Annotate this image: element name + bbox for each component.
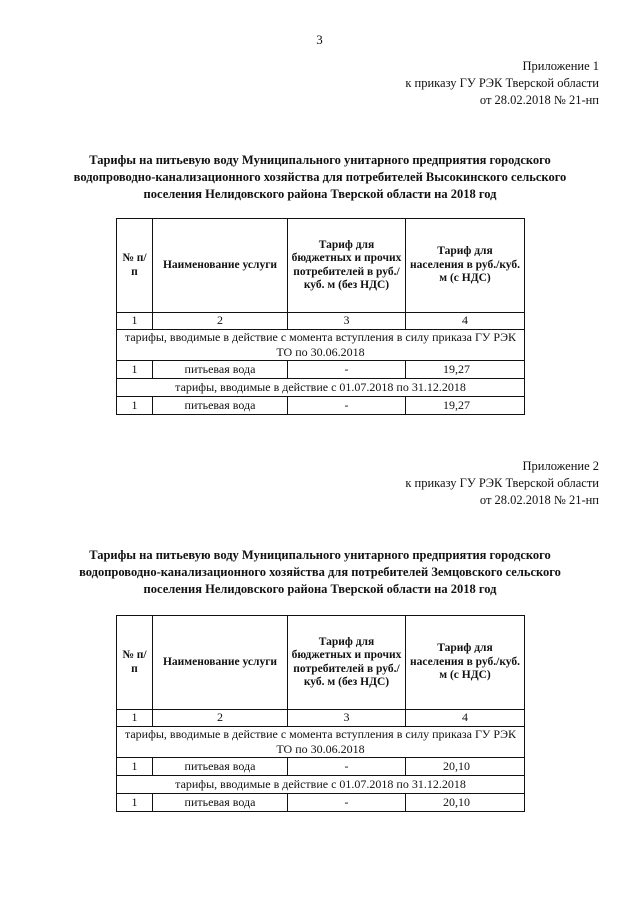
page-number: 3: [316, 32, 323, 47]
tariff-title-2-line-3: поселения Нелидовского района Тверской области на 2018 год: [143, 582, 497, 596]
appendix-2-header: [405, 458, 599, 509]
header-budget-tariff: Тариф для бюджетных и прочих потребителей в руб./куб. м (без НДС): [288, 219, 406, 313]
row-service: питьевая вода: [153, 794, 288, 812]
tariff-title-1: [60, 152, 580, 203]
tariff-title-2-line-2: водопроводно-канализационного хозяйства для потребителей Земцовского сельского: [79, 565, 561, 579]
tariff-table-2: [116, 615, 525, 812]
row-number: 1: [117, 397, 153, 415]
column-number: 1: [117, 313, 153, 330]
period-row: [117, 776, 525, 794]
table-header-row: [117, 616, 525, 710]
header-number: № п/п: [117, 616, 153, 710]
period-row: [117, 379, 525, 397]
row-number: 1: [117, 361, 153, 379]
appendix-1-date: от 28.02.2018 № 21-нп: [479, 93, 599, 107]
column-number: 2: [153, 710, 288, 727]
tariff-table-1: [116, 218, 525, 415]
appendix-1-header: [405, 58, 599, 109]
period-label: тарифы, вводимые в действие с момента вступления в силу приказа ГУ РЭК ТО по 30.06.2018: [117, 330, 525, 361]
period-label: тарифы, вводимые в действие с момента вступления в силу приказа ГУ РЭК ТО по 30.06.2018: [117, 727, 525, 758]
row-population-tariff: 20,10: [406, 794, 525, 812]
header-service: Наименование услуги: [153, 219, 288, 313]
appendix-2-date: от 28.02.2018 № 21-нп: [479, 493, 599, 507]
header-population-tariff: Тариф для населения в руб./куб. м (с НДС): [406, 219, 525, 313]
header-service: Наименование услуги: [153, 616, 288, 710]
tariff-title-2-line-1: Тарифы на питьевую воду Муниципального унитарного предприятия городского: [89, 548, 551, 562]
column-number: 2: [153, 313, 288, 330]
period-row: [117, 330, 525, 361]
tariff-title-1-line-3: поселения Нелидовского района Тверской области на 2018 год: [143, 187, 497, 201]
header-population-tariff: Тариф для населения в руб./куб. м (с НДС): [406, 616, 525, 710]
table-row: [117, 397, 525, 415]
table-row: [117, 794, 525, 812]
tariff-title-2: [60, 547, 580, 598]
appendix-1-order: к приказу ГУ РЭК Тверской области: [405, 76, 599, 90]
column-number: 3: [288, 313, 406, 330]
row-population-tariff: 20,10: [406, 758, 525, 776]
period-label: тарифы, вводимые в действие с 01.07.2018 по 31.12.2018: [117, 379, 525, 397]
period-label: тарифы, вводимые в действие с 01.07.2018 по 31.12.2018: [117, 776, 525, 794]
row-population-tariff: 19,27: [406, 397, 525, 415]
row-budget-tariff: -: [288, 794, 406, 812]
row-number: 1: [117, 794, 153, 812]
row-service: питьевая вода: [153, 361, 288, 379]
table-row: [117, 361, 525, 379]
appendix-1-title: Приложение 1: [522, 59, 599, 73]
table-column-numbers: [117, 710, 525, 727]
row-service: питьевая вода: [153, 397, 288, 415]
row-population-tariff: 19,27: [406, 361, 525, 379]
appendix-2-title: Приложение 2: [522, 459, 599, 473]
table-column-numbers: [117, 313, 525, 330]
table-row: [117, 758, 525, 776]
column-number: 3: [288, 710, 406, 727]
tariff-title-1-line-1: Тарифы на питьевую воду Муниципального унитарного предприятия городского: [89, 153, 551, 167]
row-budget-tariff: -: [288, 758, 406, 776]
table-header-row: [117, 219, 525, 313]
column-number: 4: [406, 710, 525, 727]
header-budget-tariff: Тариф для бюджетных и прочих потребителей в руб./куб. м (без НДС): [288, 616, 406, 710]
tariff-title-1-line-2: водопроводно-канализационного хозяйства для потребителей Высокинского сельского: [73, 170, 567, 184]
period-row: [117, 727, 525, 758]
row-service: питьевая вода: [153, 758, 288, 776]
row-budget-tariff: -: [288, 397, 406, 415]
appendix-2-order: к приказу ГУ РЭК Тверской области: [405, 476, 599, 490]
column-number: 1: [117, 710, 153, 727]
row-number: 1: [117, 758, 153, 776]
row-budget-tariff: -: [288, 361, 406, 379]
column-number: 4: [406, 313, 525, 330]
header-number: № п/п: [117, 219, 153, 313]
